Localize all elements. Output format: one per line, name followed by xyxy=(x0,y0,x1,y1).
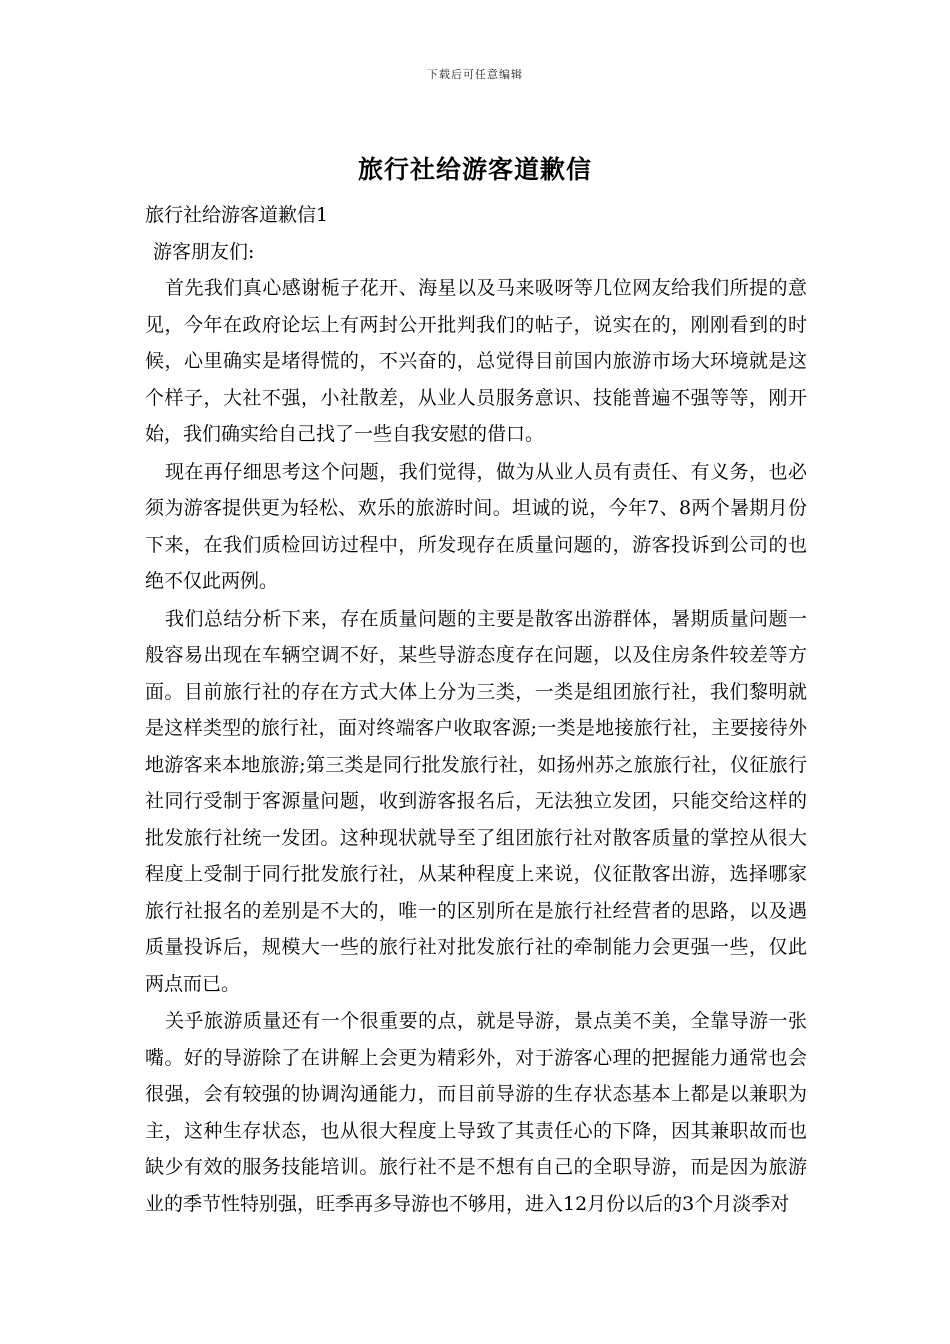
header-note: 下载后可任意编辑 xyxy=(427,68,523,81)
document-subtitle: 旅行社给游客道歉信1 xyxy=(145,204,329,226)
document-body xyxy=(145,197,807,1222)
document-title: 旅行社给游客道歉信 xyxy=(357,155,592,184)
paragraph: 关乎旅游质量还有一个很重要的点，就是导游，景点美不美，全靠导游一张嘴。好的导游除了在讲解上会更为精彩外，对于游客心理的把握能力通常也会很强，会有较强的协调沟通能力，而目前导游的生存状态基本上都是以兼职为主，这种生存状态，也从很大程度上导致了其责任心的下降，因其兼职故而也缺少有效的服务技能培训。旅行社不是不想有自己的全职导游，而是因为旅游业的季节性特别强，旺季再多导游也不够用，进入12月份以后的3个月淡季对 xyxy=(145,1010,807,1215)
salutation: 游客朋友们: xyxy=(153,240,255,263)
paragraph: 我们总结分析下来，存在质量问题的主要是散客出游群体，暑期质量问题一般容易出现在车辆空调不好，某些导游态度存在问题，以及住房条件较差等方面。目前旅行社的存在方式大体上分为三类，一类是组团旅行社，我们黎明就是这样类型的旅行社，面对终端客户收取客源;一类是地接旅行社，主要接待外地游客来本地旅游;第三类是同行批发旅行社，如扬州苏之旅旅行社，仪征旅行社同行受制于客源量问题，收到游客报名后，无法独立发团，只能交给这样的批发旅行社统一发团。这种现状就导至了组团旅行社对散客质量的掌控从很大程度上受制于同行批发旅行社，从某种程度上来说，仪征散客出游，选择哪家旅行社报名的差别是不大的，唯一的区别所在是旅行社经营者的思路，以及遇质量投诉后，规模大一些的旅行社对批发旅行社的牵制能力会更强一些，仅此两点而已。 xyxy=(145,607,807,995)
paragraph: 首先我们真心感谢栀子花开、海星以及马来吸呀等几位网友给我们所提的意见，今年在政府论坛上有两封公开批判我们的帖子，说实在的，刚刚看到的时候，心里确实是堵得慌的，不兴奋的，总觉得目前国内旅游市场大环境就是这个样子，大社不强，小社散差，从业人员服务意识、技能普遍不强等等，刚开始，我们确实给自己找了一些自我安慰的借口。 xyxy=(145,277,807,445)
paragraph: 现在再仔细思考这个问题，我们觉得，做为从业人员有责任、有义务，也必须为游客提供更为轻松、欢乐的旅游时间。坦诚的说，今年7、8两个暑期月份下来，在我们质检回访过程中，所发现存在质量问题的，游客投诉到公司的也绝不仅此两例。 xyxy=(145,460,807,592)
